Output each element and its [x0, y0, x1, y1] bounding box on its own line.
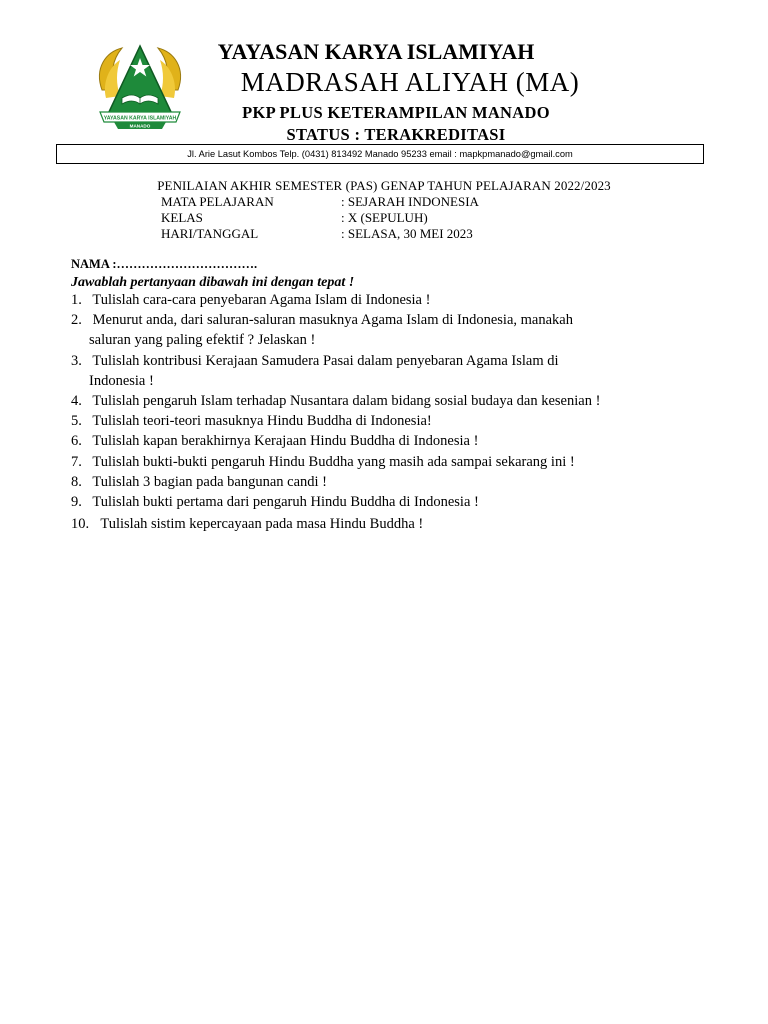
logo-city-text: MANADO	[129, 123, 151, 129]
school-address: Jl. Arie Lasut Kombos Telp. (0431) 813492 Manado 95233 email : mapkpmanado@gmail.com	[56, 144, 704, 164]
question-item	[71, 292, 430, 309]
question-item	[71, 433, 478, 450]
question-number: 5.	[71, 413, 82, 429]
question-item	[71, 393, 600, 410]
question-text: Tulislah bukti pertama dari pengaruh Hindu Buddha di Indonesia !	[92, 494, 479, 510]
program-name: PKP PLUS KETERAMPILAN MANADO	[242, 103, 550, 122]
exam-title: PENILAIAN AKHIR SEMESTER (PAS) GENAP TAHUN PELAJARAN 2022/2023	[157, 178, 611, 193]
question-text: Tulislah sistim kepercayaan pada masa Hindu Buddha !	[100, 516, 424, 532]
class-label: KELAS	[161, 210, 203, 225]
question-text: Menurut anda, dari saluran-saluran masuknya Agama Islam di Indonesia, manakah	[92, 312, 573, 328]
subject-label: MATA PELAJARAN	[161, 194, 274, 209]
school-name: MADRASAH ALIYAH (MA)	[240, 67, 580, 97]
question-number: 2.	[71, 312, 82, 328]
question-text: Tulislah bukti-bukti pengaruh Hindu Buddha yang masih ada sampai sekarang ini !	[92, 454, 575, 470]
foundation-name: YAYASAN KARYA ISLAMIYAH	[217, 39, 535, 64]
question-item	[71, 413, 432, 430]
question-text: Tulislah cara-cara penyebaran Agama Islam di Indonesia !	[92, 292, 431, 308]
question-number: 9.	[71, 494, 82, 510]
question-number: 8.	[71, 474, 82, 490]
question-number: 3.	[71, 353, 82, 369]
question-item	[71, 353, 559, 389]
question-item	[71, 454, 575, 471]
question-text-continued: saluran yang paling efektif ? Jelaskan !	[89, 332, 316, 348]
question-item	[71, 474, 327, 491]
instruction: Jawablah pertanyaan dibawah ini dengan tepat !	[71, 275, 355, 290]
question-text-continued: Indonesia !	[89, 373, 154, 389]
question-number: 10.	[71, 516, 90, 532]
question-number: 4.	[71, 393, 82, 409]
name-line: NAMA :…………………………….	[71, 257, 258, 271]
question-text: Tulislah teori-teori masuknya Hindu Buddha di Indonesia!	[92, 413, 432, 429]
question-item	[71, 494, 479, 511]
question-text: Tulislah 3 bagian pada bangunan candi !	[92, 474, 328, 490]
question-text: Tulislah kontribusi Kerajaan Samudera Pasai dalam penyebaran Agama Islam di	[92, 353, 559, 369]
question-number: 1.	[71, 292, 82, 308]
logo-ribbon-text: YAYASAN KARYA ISLAMIYAH	[103, 115, 177, 122]
question-number: 7.	[71, 454, 82, 470]
question-number: 6.	[71, 433, 82, 449]
class-value: : X (SEPULUH)	[341, 210, 428, 225]
date-value: : SELASA, 30 MEI 2023	[341, 226, 473, 241]
question-item	[71, 516, 423, 533]
question-text: Tulislah kapan berakhirnya Kerajaan Hindu Buddha di Indonesia !	[92, 433, 479, 449]
subject-value: : SEJARAH INDONESIA	[341, 194, 479, 209]
question-item	[71, 312, 573, 348]
accreditation-status: STATUS : TERAKREDITASI	[286, 125, 506, 144]
question-text: Tulislah pengaruh Islam terhadap Nusantara dalam bidang sosial budaya dan kesenian !	[92, 393, 601, 409]
date-label: HARI/TANGGAL	[161, 226, 259, 241]
